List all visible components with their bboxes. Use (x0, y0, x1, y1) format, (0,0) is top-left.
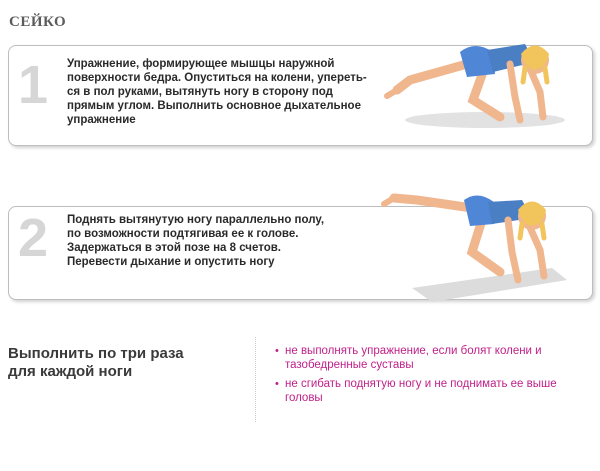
back-arm (508, 220, 518, 280)
kneeling-leg (473, 72, 500, 117)
back-arm (510, 64, 520, 120)
kneeling-leg (472, 220, 500, 272)
warning-text: не выполнять упражнение, если болят колени и тазобедренные суставы (285, 345, 542, 371)
divider (255, 337, 256, 422)
extended-leg (397, 64, 467, 90)
step-description: Упражнение, формирующее мышцы наружной поверхности бедра. Опуститься на колени, упереть- ся в пол руками, вытянуть ногу в сторону под прямым углом. Выполнить основное дыхательное упражнение (67, 58, 367, 126)
raised-leg (394, 198, 472, 208)
step-number: 2 (18, 208, 49, 268)
step-description: Поднять вытянутую ногу параллельно полу, по возможности подтягивая ее к голове. Задержаться в этой позе на 8 счетов. Перевести дыхание и опустить ногу (67, 214, 325, 268)
step-number: 1 (18, 55, 49, 115)
repetition-note: Выполнить по три раза для каждой ноги (8, 345, 184, 380)
foot (384, 198, 394, 204)
foot (387, 90, 397, 96)
warning-item (275, 344, 575, 372)
warning-item (275, 377, 575, 405)
warning-list (275, 344, 575, 410)
bullet-icon: • (275, 345, 279, 357)
shorts (464, 195, 494, 226)
exercise-figure-step-1 (375, 22, 575, 137)
page-title: СЕЙКО (9, 14, 67, 30)
warning-text: не сгибать поднятую ногу и не поднимать ее выше головы (285, 378, 557, 404)
exercise-figure-step-2 (372, 180, 582, 310)
bullet-icon: • (275, 378, 279, 390)
